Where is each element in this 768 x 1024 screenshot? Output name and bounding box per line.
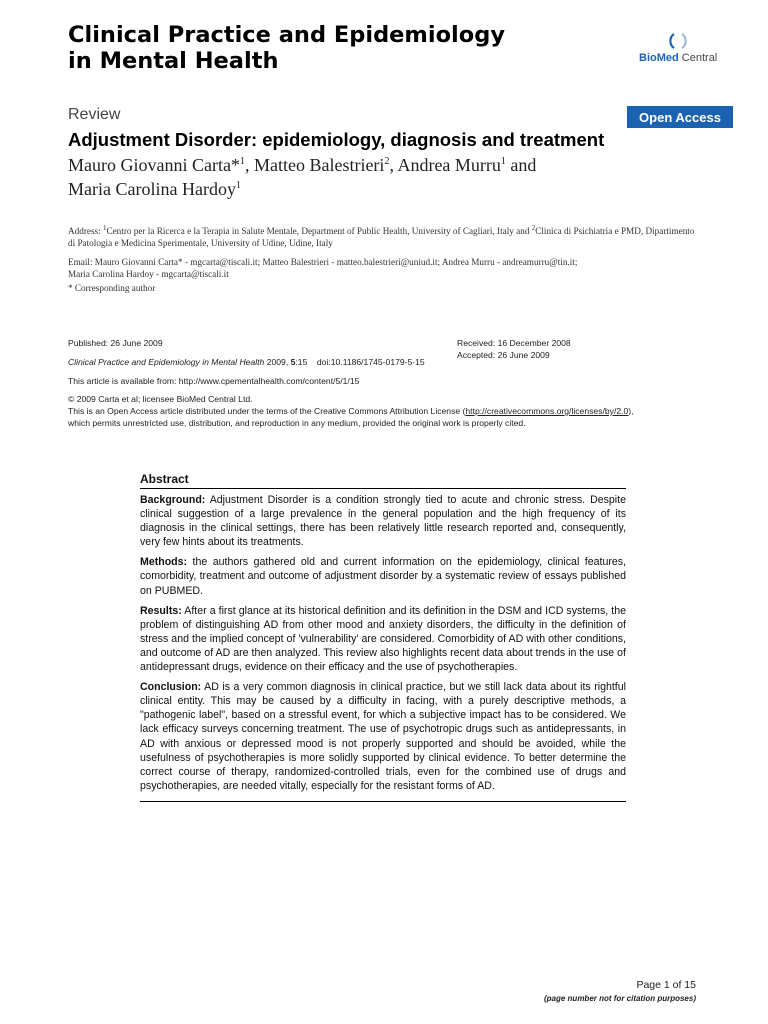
article-title: Adjustment Disorder: epidemiology, diagnosis and treatment	[68, 129, 605, 150]
conclusion-label: Conclusion:	[140, 681, 202, 694]
author-murru: , Andrea Murru	[389, 155, 501, 175]
abstract-results	[140, 604, 626, 674]
email-block	[68, 256, 708, 280]
page-number: Page 1 of 15	[636, 979, 696, 991]
conclusion-text: AD is a very common diagnosis in clinical practice, but we still lack data about its rightful clinical entity. This may be caused by a difficulty in facing, with a purely descriptive methods, a "pathogenic label", based on a stressful event, for which a subjective impact has to be considered. We lack efficacy surveys concerning treatment. The use of psychotropic drugs such as antidepressants, in AD with anxious or depressed mood is not properly supported and should be avoided, while the usefulness of psychotherapies is more solidly supported by clinical evidence. To better determine the correct course of therapy, randomized-controlled trials, even for the combined use of drugs and psychotherapies, are needed vitally, especially for the resistant forms of AD.	[140, 681, 626, 792]
affil-sup: 1	[235, 180, 241, 191]
affil-sup: 1	[500, 156, 506, 167]
logo-text	[639, 52, 717, 64]
citation-year: 2009,	[264, 357, 291, 367]
affil-sup: 2	[384, 156, 390, 167]
abstract-section	[140, 472, 626, 858]
citation-volume: 5	[290, 357, 296, 367]
journal-title-line2: in Mental Health	[68, 48, 279, 74]
logo-suffix-text: Central	[678, 52, 718, 64]
background-text: Adjustment Disorder is a condition strongly tied to acute and chronic stress. Despite clinical suggestion of a large prevalence in the general population and the high frequency of its diagnosis in the clinical settings, there has been relatively little research reported and, consequently, very few hints about its treatments.	[140, 494, 626, 549]
author-list	[68, 153, 708, 201]
journal-title	[68, 22, 588, 74]
methods-label: Methods:	[140, 556, 188, 569]
address-label: Address:	[68, 226, 103, 236]
journal-title-line1: Clinical Practice and Epidemiology	[68, 22, 505, 48]
affil-sup: 1	[102, 223, 107, 232]
results-label: Results:	[140, 604, 182, 617]
copyright-line: © 2009 Carta et al; licensee BioMed Central Ltd.	[68, 394, 253, 404]
abstract-bottom-rule	[140, 801, 626, 802]
biomed-central-logo[interactable]	[636, 30, 736, 70]
citation-line	[68, 356, 425, 368]
citation-journal: Clinical Practice and Epidemiology in Mental Health	[68, 357, 265, 367]
email-line-1[interactable]: Email: Mauro Giovanni Carta* - mgcarta@tiscali.it; Matteo Balestrieri - matteo.balestrieri@uniud.it; Andrea Murru - andreamurru@tin.it;	[68, 257, 578, 267]
affil-sup: 1	[239, 156, 245, 167]
email-line-2[interactable]: Maria Carolina Hardoy - mgcarta@tiscali.it	[68, 269, 229, 280]
abstract-heading: Abstract	[140, 472, 189, 486]
logo-arc-icon	[636, 30, 736, 54]
abstract-top-rule	[140, 488, 626, 489]
authors-and: and	[505, 155, 537, 175]
license-line-2: which permits unrestricted use, distribution, and reproduction in any medium, provided the original work is properly cited.	[68, 418, 526, 428]
abstract-methods	[140, 555, 626, 597]
license-text-end: ),	[628, 406, 634, 416]
license-link[interactable]: http://creativecommons.org/licenses/by/2.0	[465, 406, 629, 416]
corresponding-author-note: * Corresponding author	[68, 283, 156, 293]
results-text: After a first glance at its historical definition and its definition in the DSM and ICD systems, the problem of distinguishing AD from other mood and anxiety disorders, the difficulty in the definition of stress and the implied concept of 'vulnerability' are considered. Comorbidity of AD with other conditions, and outcome of AD are then analyzed. This review also highlights recent data about trends in the use of antidepressant drugs, evidence on their efficacy and the use of psychotherapies.	[140, 604, 626, 674]
authors-line-2	[68, 177, 708, 201]
abstract-background	[140, 493, 626, 549]
authors-line-1	[68, 153, 708, 177]
published-date: Published: 26 June 2009	[68, 338, 163, 348]
logo-brand-text: BioMed	[639, 52, 679, 64]
affil-sup: 2	[531, 223, 536, 232]
address-block	[68, 225, 698, 249]
author-balestrieri: , Matteo Balestrieri	[244, 155, 385, 175]
background-label: Background:	[140, 494, 206, 506]
author-hardoy: Maria Carolina Hardoy	[68, 179, 236, 199]
license-text: This is an Open Access article distributed under the terms of the Creative Commons Attribution License (	[68, 406, 466, 416]
author-carta: Mauro Giovanni Carta*	[68, 155, 240, 175]
article-url[interactable]: This article is available from: http://www.cpementalhealth.com/content/5/1/15	[68, 376, 360, 386]
open-access-badge: Open Access	[627, 106, 733, 128]
address-affil-2: Clinica di Psichiatria e PMD, Dipartimento di Patologia e Medicina Sperimentale, University of Udine, Udine, Italy	[68, 226, 695, 249]
address-affil-1: Centro per la Ricerca e la Terapia in Salute Mentale, Department of Public Health, University of Cagliari, Italy and	[106, 226, 532, 236]
methods-text: the authors gathered old and current information on the epidemiology, clinical features, comorbidity, treatment and outcome of adjustment disorder by a systematic review of essays published on PUBMED.	[140, 556, 626, 597]
license-line-1	[68, 405, 708, 417]
abstract-conclusion	[140, 680, 626, 793]
accepted-date: Accepted: 26 June 2009	[457, 350, 550, 360]
received-date: Received: 16 December 2008	[457, 338, 571, 348]
page-number-note: (page number not for citation purposes)	[543, 994, 696, 1003]
article-type-label: Review	[68, 106, 121, 123]
citation-doi: :15 doi:10.1186/1745-0179-5-15	[295, 357, 425, 367]
